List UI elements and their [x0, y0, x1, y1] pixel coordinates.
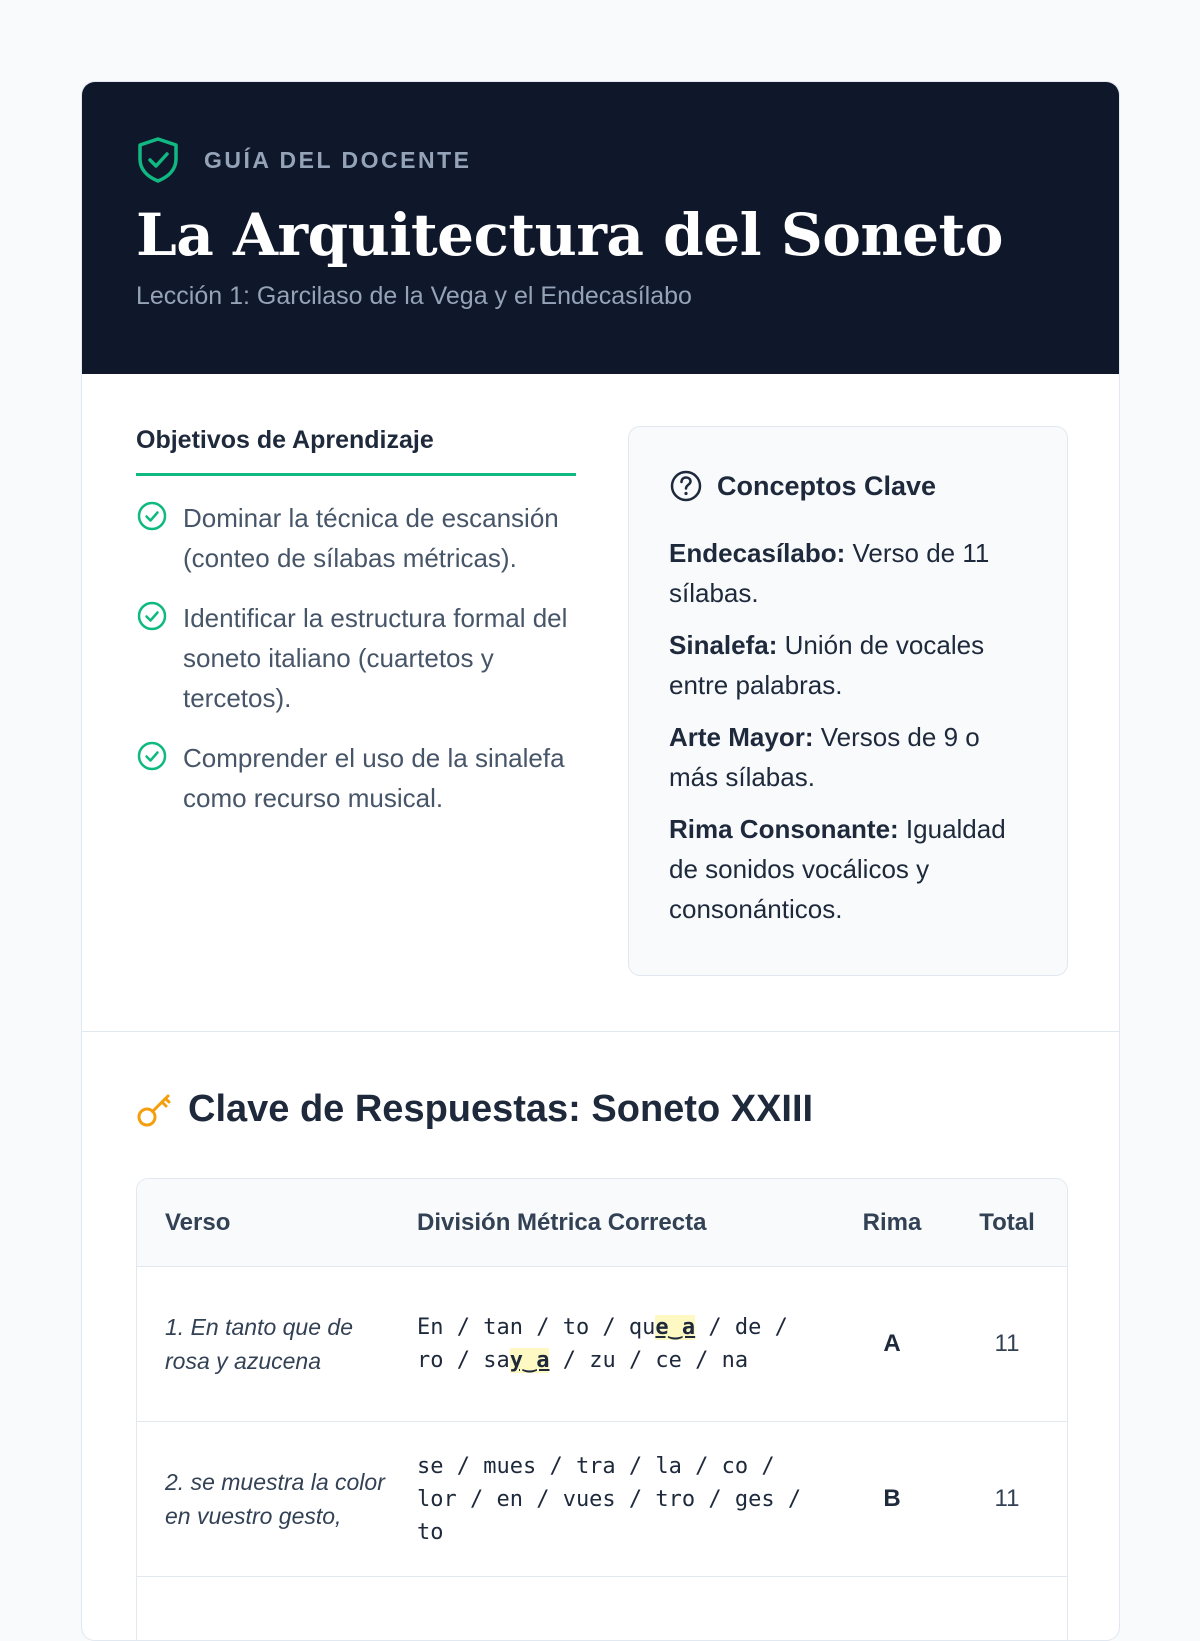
concept-term: Sinalefa:	[669, 630, 778, 660]
concept-term: Endecasílabo:	[669, 538, 846, 568]
answer-key-title: Clave de Respuestas: Soneto XXIII	[188, 1087, 814, 1130]
key-icon	[136, 1090, 174, 1128]
metric-segment: En / tan / to / qu	[417, 1315, 656, 1340]
eyebrow	[136, 136, 1065, 184]
check-circle-icon	[136, 600, 168, 632]
answer-key-table	[136, 1178, 1068, 1641]
objective-text: Dominar la técnica de escansión (conteo de sílabas métricas).	[183, 503, 559, 573]
table-header	[137, 1179, 1067, 1267]
concepts-title: Conceptos Clave	[717, 470, 937, 501]
teacher-guide-card	[81, 81, 1120, 1641]
objective-item	[136, 738, 576, 818]
check-circle-icon	[136, 500, 168, 532]
table-row	[137, 1577, 1067, 1641]
column-header-division: División Métrica Correcta	[417, 1208, 707, 1236]
learning-objectives	[136, 426, 576, 838]
answer-key-header	[136, 1084, 1065, 1134]
concept-item	[669, 717, 1027, 797]
syllable-total: 11	[994, 1330, 1020, 1357]
concept-term: Arte Mayor:	[669, 722, 814, 752]
key-concepts-box	[628, 426, 1068, 976]
concept-item	[669, 625, 1027, 705]
objective-item	[136, 598, 576, 718]
page-subtitle: Lección 1: Garcilaso de la Vega y el Endecasílabo	[136, 282, 692, 310]
metric-division	[417, 1311, 837, 1377]
guide-header	[82, 82, 1119, 374]
table-row	[137, 1267, 1067, 1422]
objective-item	[136, 498, 576, 578]
column-header-total: Total	[979, 1208, 1035, 1236]
shield-check-icon	[136, 136, 180, 184]
concepts-header	[669, 469, 1027, 503]
rhyme-letter: B	[883, 1485, 901, 1512]
verse-text: 1. En tanto que de rosa y azucena	[165, 1314, 353, 1374]
metric-division	[417, 1450, 837, 1549]
column-header-verso: Verso	[165, 1208, 231, 1236]
table-row	[137, 1422, 1067, 1577]
sinalefa-highlight: e‿a	[655, 1315, 696, 1340]
objective-text: Comprender el uso de la sinalefa como recurso musical.	[183, 743, 565, 813]
intro-section	[82, 374, 1119, 1032]
concept-item	[669, 809, 1027, 929]
concept-definition: Unión de vocales entre palabras.	[669, 630, 985, 700]
metric-segment: / zu / ce / na	[549, 1348, 749, 1373]
syllable-total: 11	[994, 1485, 1020, 1512]
sinalefa-highlight: y‿a	[509, 1348, 550, 1373]
metric-segment: se / mues / tra / la / co / lor / en / vues / tro / ges / to	[417, 1453, 802, 1545]
concept-term: Rima Consonante:	[669, 814, 899, 844]
concept-item	[669, 533, 1027, 613]
column-header-rima: Rima	[862, 1208, 922, 1236]
check-circle-icon	[136, 740, 168, 772]
answer-key-section	[82, 1032, 1119, 1641]
concept-definition: Igualdad de sonidos vocálicos y consonánticos.	[669, 814, 1006, 924]
page-title: La Arquitectura del Soneto	[136, 201, 1003, 269]
eyebrow-label: GUÍA DEL DOCENTE	[204, 146, 472, 173]
metric-segment: / de / ro / sa	[417, 1315, 788, 1373]
objectives-title: Objetivos de Aprendizaje	[136, 426, 576, 476]
objective-text: Identificar la estructura formal del soneto italiano (cuartetos y tercetos).	[183, 603, 568, 713]
concept-definition: Versos de 9 o más sílabas.	[669, 722, 980, 792]
concept-definition: Verso de 11 sílabas.	[669, 538, 990, 608]
objectives-list	[136, 498, 576, 818]
verse-text: 2. se muestra la color en vuestro gesto,	[165, 1469, 385, 1529]
help-circle-icon	[669, 469, 703, 503]
rhyme-letter: A	[883, 1330, 901, 1357]
